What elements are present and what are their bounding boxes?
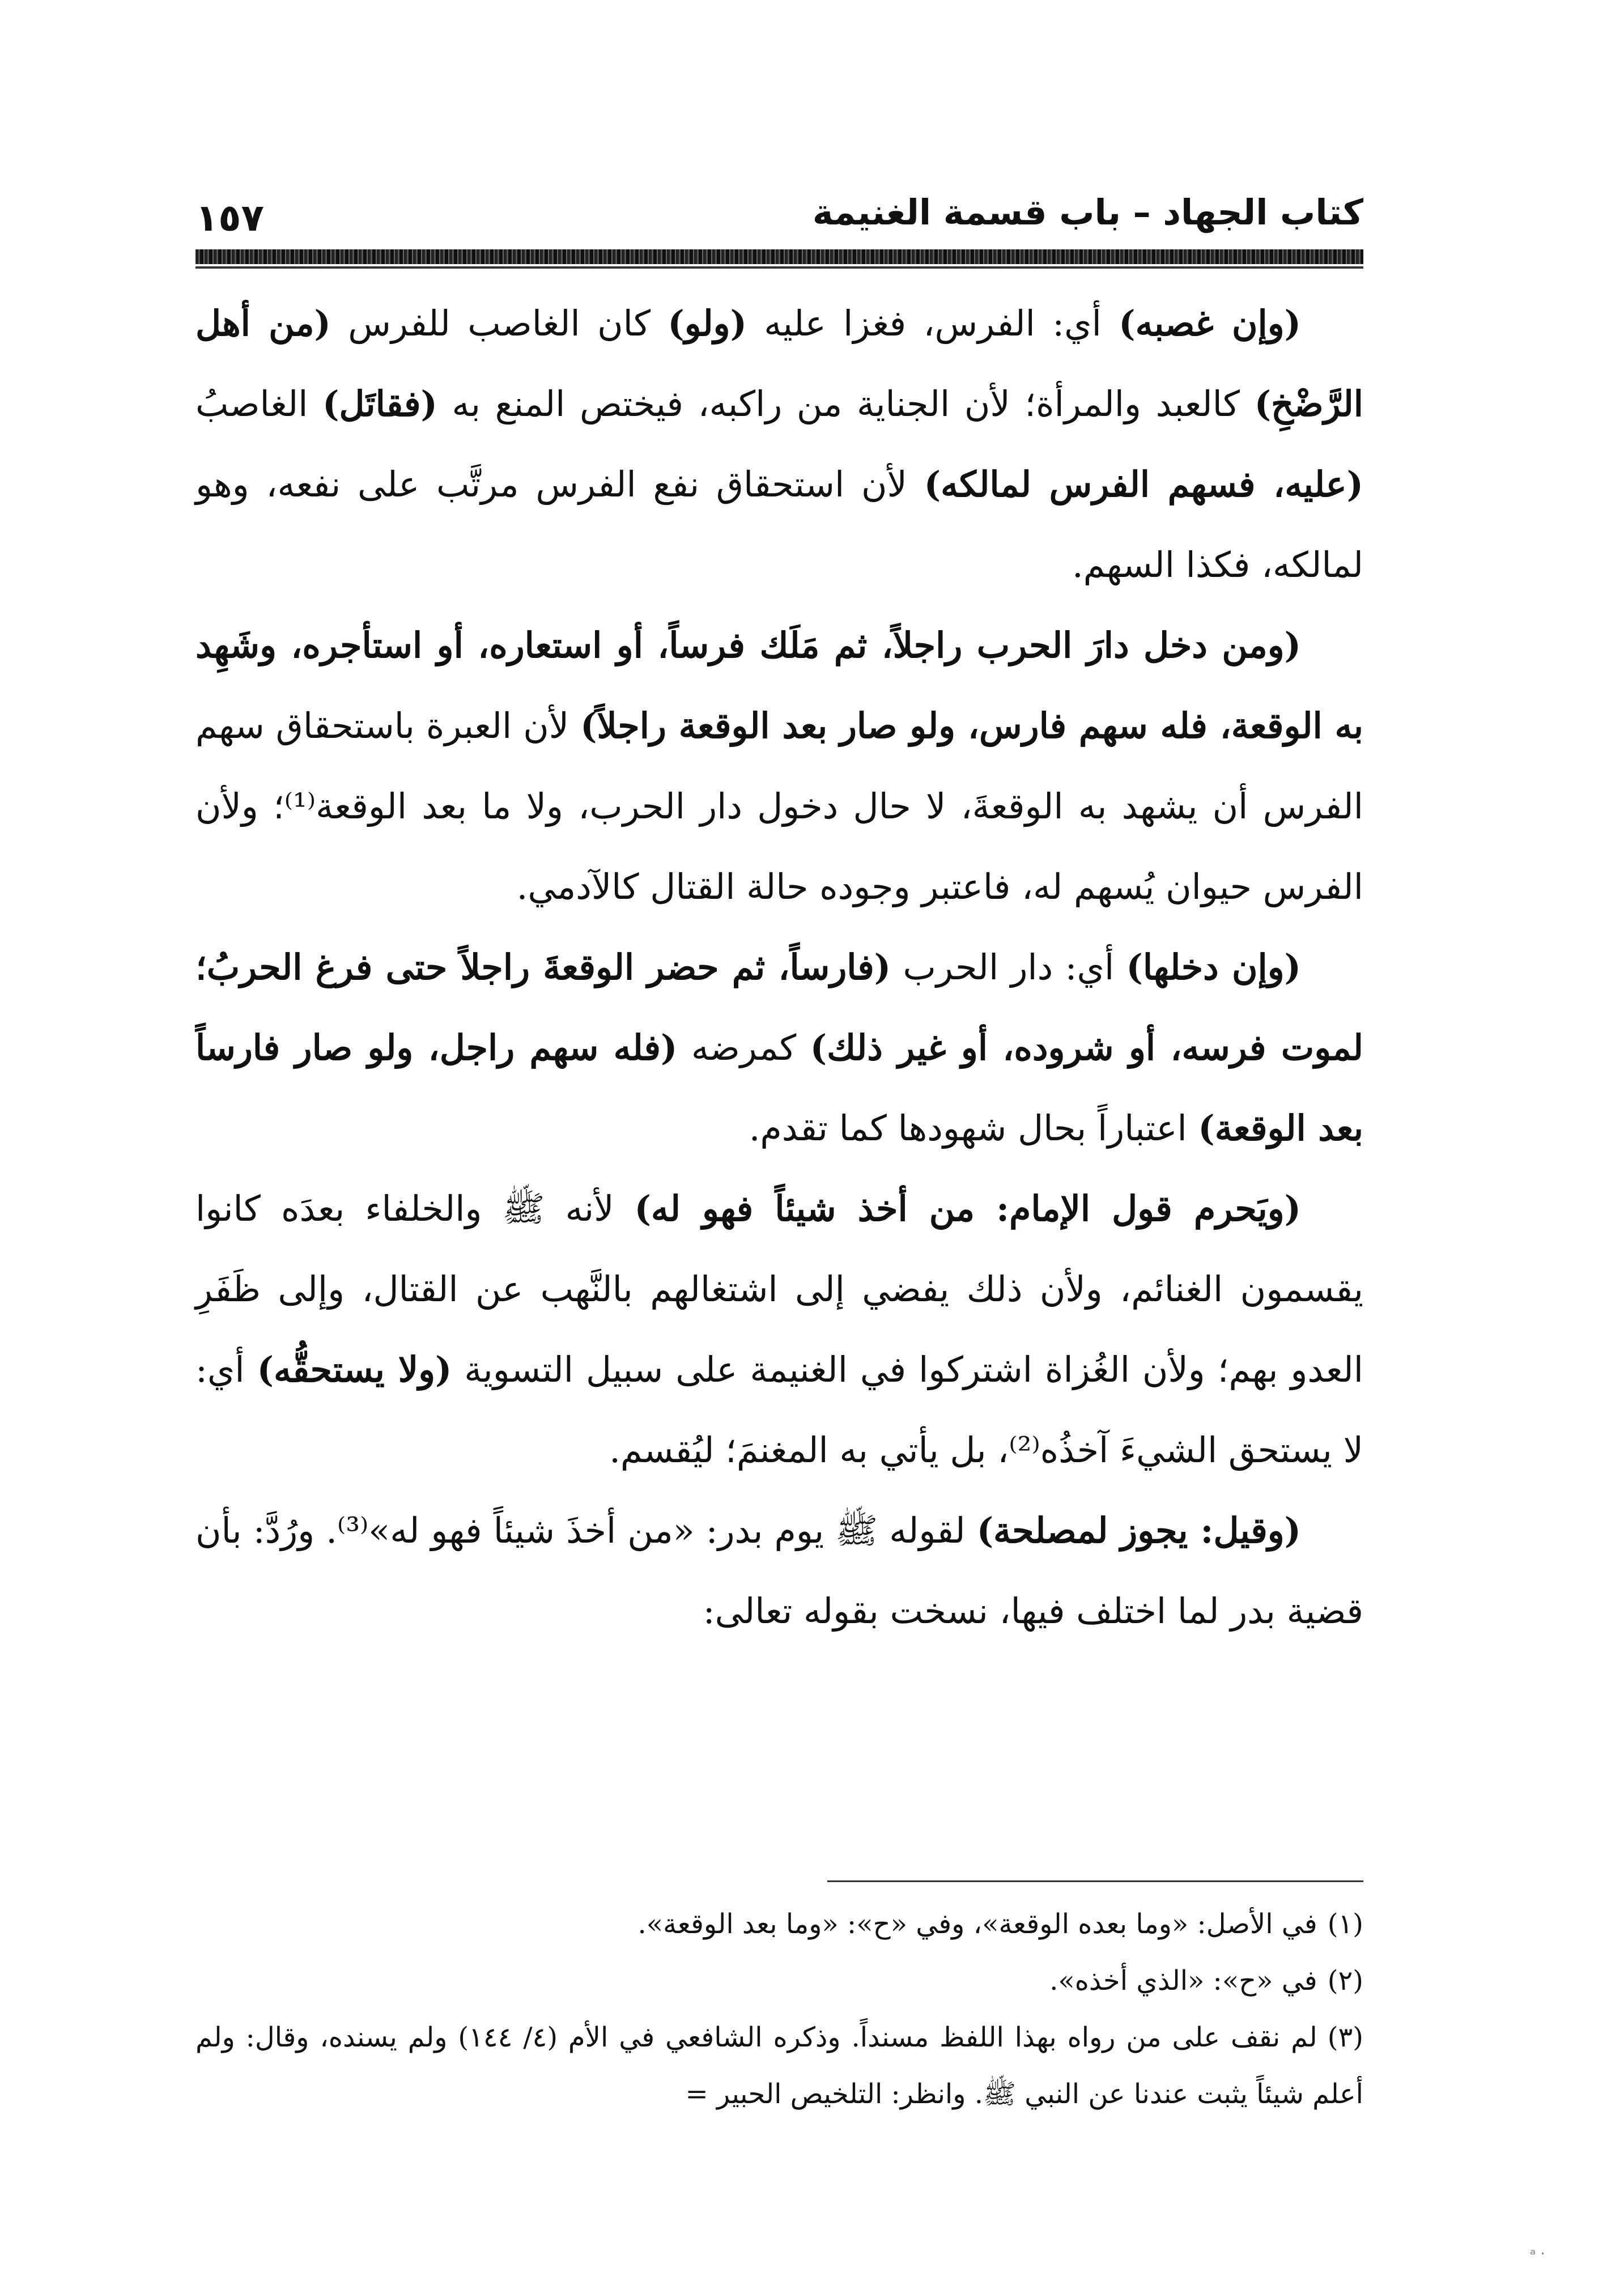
footnote-marker: (٣)	[1327, 2022, 1363, 2053]
matn-text: (وإن دخلها)	[1126, 946, 1301, 988]
footnote-text: لم نقف على من رواه بهذا اللفظ مسنداً. وذكره الشافعي في الأم (٤/ ١٤٤) ولم يسنده، وقال: ولم أعلم شيئاً يثبت عندنا عن النبي ﷺ. وانظر: التلخيص الحبير =	[195, 2022, 1363, 2110]
paragraph	[195, 283, 1363, 605]
footnote	[195, 1952, 1363, 2009]
footnote-text: في «ح»: «الذي أخذه».	[1049, 1965, 1317, 1997]
footnote-marker: (٢)	[1327, 1965, 1363, 1997]
sharh-text: لأنه ﷺ والخلفاء بعدَه كانوا يقسمون الغنائم، ولأن ذلك يفضي إلى اشتغالهم بالنَّهب عن القتال، وإلى ظَفَرِ العدو بهم؛ ولأن الغُزاة اشتركوا في الغنيمة على سبيل التسوية	[195, 1188, 1363, 1390]
matn-text: (وإن غصبه)	[1119, 303, 1301, 344]
sharh-text: الغاصبُ	[195, 383, 323, 424]
footnote-text: في الأصل: «وما بعده الوقعة»، وفي «ح»: «وما بعد الوقعة».	[637, 1908, 1317, 1940]
sharh-text: اعتباراً بحال شهودها كما تقدم.	[749, 1107, 1198, 1149]
sharh-text: أي: لا يستحق الشيءَ آخذُه⁽²⁾، بل يأتي به المغنمَ؛ ليُقسم.	[195, 1349, 1363, 1471]
matn-text: (عليه، فسهم الفرس لمالكه)	[924, 464, 1363, 505]
paragraph	[195, 927, 1363, 1169]
sharh-text: كالعبد والمرأة؛ لأن الجناية من راكبه، فيختص المنع به	[437, 383, 1255, 424]
matn-text: (من أهل الرَّضْخِ)	[195, 303, 1364, 424]
paragraph	[195, 1491, 1363, 1651]
matn-text: (ويَحرم قول الإمام: من أخذ شيئاً فهو له)	[634, 1188, 1301, 1229]
running-header	[195, 187, 1363, 244]
chapter-title: كتاب الجهاد – باب قسمة الغنيمة	[812, 192, 1363, 233]
matn-text: (وقيل: يجوز لمصلحة)	[976, 1510, 1301, 1551]
paragraph	[195, 1169, 1363, 1491]
sharh-text: لقوله ﷺ يوم بدر: «من أخذَ شيئاً فهو له»⁽³⁾. ورُدَّ: بأن قضية بدر لما اختلف فيها، نسخت بقوله تعالى:	[195, 1510, 1363, 1632]
footnotes	[195, 1896, 1363, 2122]
header-rule	[195, 249, 1363, 264]
matn-text: (فله سهم راجل، ولو صار فارساً بعد الوقعة)	[195, 1027, 1363, 1149]
matn-text: (ولا يستحقُّه)	[257, 1349, 452, 1390]
header-rule-thin	[195, 266, 1363, 269]
footnote-separator	[827, 1880, 1363, 1882]
sharh-text: أي: الفرس، فغزا عليه	[746, 303, 1119, 344]
sharh-text: كمرضه	[677, 1027, 810, 1068]
page-number: ١٥٧	[195, 196, 264, 240]
sharh-text: لأن استحقاق نفع الفرس مرتَّب على نفعه، وهو لمالكه، فكذا السهم.	[195, 464, 1363, 585]
footnote	[195, 1896, 1363, 1952]
matn-text: (ولو)	[668, 303, 747, 344]
scan-mark: ₐ .	[1530, 2241, 1545, 2258]
footnote-marker: (١)	[1327, 1908, 1363, 1940]
sharh-text: أي: دار الحرب	[891, 946, 1126, 988]
paragraph	[195, 605, 1363, 927]
sharh-text: لأن العبرة باستحقاق سهم الفرس أن يشهد به الوقعةَ، لا حال دخول دار الحرب، ولا ما بعد الوقعة⁽¹⁾؛ ولأن الفرس حيوان يُسهم له، فاعتبر وجوده حالة القتال كالآدمي.	[195, 705, 1363, 907]
sharh-text: كان الغاصب للفرس	[330, 303, 668, 344]
main-text	[195, 283, 1363, 1651]
matn-text: (فارساً، ثم حضر الوقعةَ راجلاً حتى فرغ الحربُ؛ لموت فرسه، أو شروده، أو غير ذلك)	[195, 946, 1364, 1068]
footnote	[195, 2009, 1363, 2122]
matn-text: (ومن دخل دارَ الحرب راجلاً، ثم مَلَك فرساً، أو استعاره، أو استأجره، وشَهِد به الوقعة، فله سهم فارس، ولو صار بعد الوقعة راجلاً)	[195, 625, 1364, 746]
matn-text: (فقاتَل)	[322, 383, 437, 424]
